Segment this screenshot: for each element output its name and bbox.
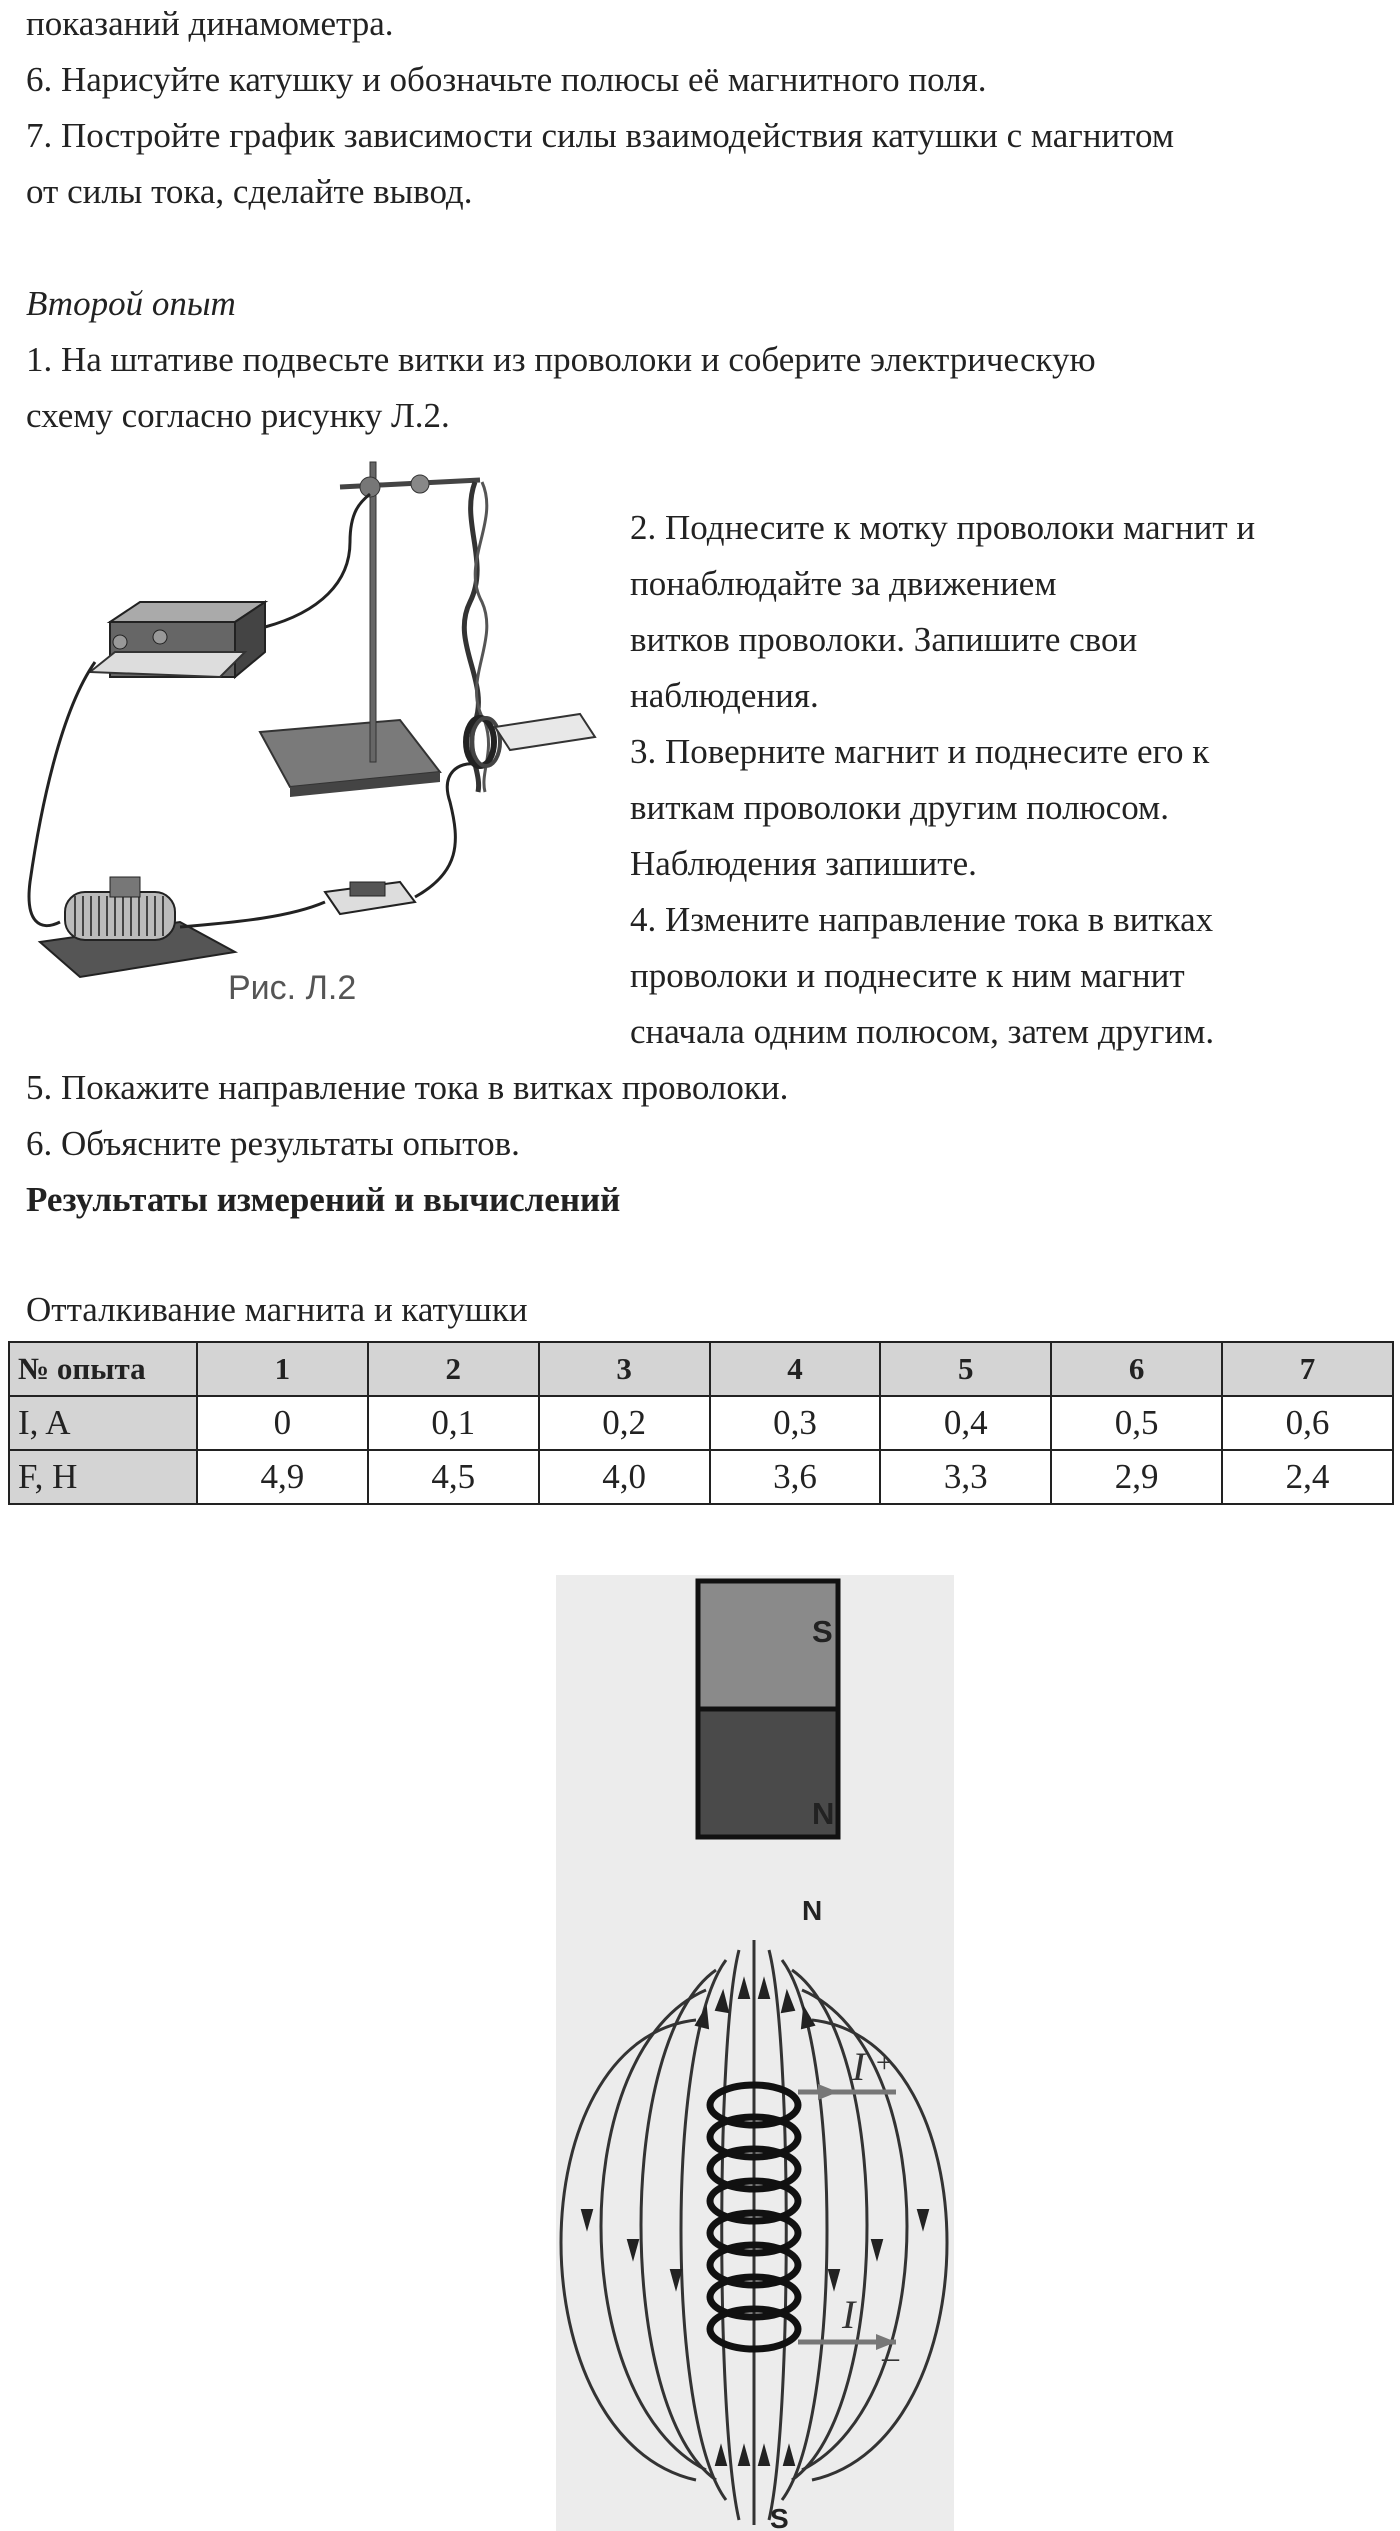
intro-line: от силы тока, сделайте вывод. bbox=[26, 172, 473, 211]
table-cell: 3,6 bbox=[710, 1450, 881, 1504]
plus-sign: + bbox=[874, 2046, 895, 2079]
step-line: 5. Покажите направление тока в витках проволоки. bbox=[26, 1068, 789, 1107]
table-row bbox=[9, 1396, 1393, 1450]
intro-line: показаний динамометра. bbox=[26, 4, 394, 43]
coil-field-illustration bbox=[556, 1880, 954, 2531]
step-line: понаблюдайте за движением bbox=[630, 564, 1057, 603]
magnet-pole-n: N bbox=[812, 1796, 835, 1831]
step-line: виткам проволоки другим полюсом. bbox=[630, 788, 1169, 827]
figure-caption: Рис. Л.2 bbox=[228, 969, 357, 1007]
minus-sign: – bbox=[882, 2339, 899, 2376]
table-cell: 3,3 bbox=[880, 1450, 1051, 1504]
table-cell: 0,2 bbox=[539, 1396, 710, 1450]
table-cell: 4,5 bbox=[368, 1450, 539, 1504]
table-cell: 0,6 bbox=[1222, 1396, 1393, 1450]
results-heading: Результаты измерений и вычислений bbox=[26, 1180, 621, 1219]
step-line: сначала одним полюсом, затем другим. bbox=[630, 1012, 1215, 1051]
table-cell: 0,1 bbox=[368, 1396, 539, 1450]
table-header-cell: 1 bbox=[197, 1342, 368, 1396]
current-label-bottom: I bbox=[842, 2292, 856, 2337]
intro-line: 6. Нарисуйте катушку и обозначьте полюсы её магнитного поля. bbox=[26, 60, 987, 99]
step-line: наблюдения. bbox=[630, 676, 819, 715]
table-cell: 4,9 bbox=[197, 1450, 368, 1504]
step-line: 2. Поднесите к мотку проволоки магнит и bbox=[630, 508, 1256, 547]
table-cell: 0,4 bbox=[880, 1396, 1051, 1450]
table-header-cell: 5 bbox=[880, 1342, 1051, 1396]
table-row bbox=[9, 1450, 1393, 1504]
step-line: схему согласно рисунку Л.2. bbox=[26, 396, 450, 435]
table-caption: Отталкивание магнита и катушки bbox=[26, 1290, 528, 1329]
table-cell: 0,5 bbox=[1051, 1396, 1222, 1450]
results-table bbox=[8, 1341, 1394, 1505]
intro-line: 7. Постройте график зависимости силы взаимодействия катушки с магнитом bbox=[26, 116, 1174, 155]
table-header-row bbox=[9, 1342, 1393, 1396]
step-line: витков проволоки. Запишите свои bbox=[630, 620, 1138, 659]
step-line: 6. Объясните результаты опытов. bbox=[26, 1124, 520, 1163]
table-cell: 2,4 bbox=[1222, 1450, 1393, 1504]
table-header-cell: 7 bbox=[1222, 1342, 1393, 1396]
table-row-label: F, H bbox=[9, 1450, 197, 1504]
table-header-label: № опыта bbox=[9, 1342, 197, 1396]
table-header-cell: 4 bbox=[710, 1342, 881, 1396]
table-cell: 2,9 bbox=[1051, 1450, 1222, 1504]
table-header-cell: 2 bbox=[368, 1342, 539, 1396]
step-line: проволоки и поднесите к ним магнит bbox=[630, 956, 1185, 995]
coil-pole-n: N bbox=[802, 1895, 823, 1926]
step-line: 3. Поверните магнит и поднесите его к bbox=[630, 732, 1210, 771]
apparatus-illustration bbox=[20, 452, 610, 1032]
step-line: 4. Измените направление тока в витках bbox=[630, 900, 1214, 939]
coil-pole-s: S bbox=[770, 2503, 789, 2531]
table-cell: 0 bbox=[197, 1396, 368, 1450]
step-line: Наблюдения запишите. bbox=[630, 844, 977, 883]
step-line: 1. На штативе подвесьте витки из проволоки и соберите электрическую bbox=[26, 340, 1096, 379]
magnet-pole-s: S bbox=[812, 1614, 833, 1649]
table-header-cell: 6 bbox=[1051, 1342, 1222, 1396]
table-row-label: I, A bbox=[9, 1396, 197, 1450]
section-heading: Второй опыт bbox=[26, 284, 236, 323]
table-cell: 4,0 bbox=[539, 1450, 710, 1504]
current-label-top: I bbox=[852, 2044, 866, 2089]
table-cell: 0,3 bbox=[710, 1396, 881, 1450]
table-header-cell: 3 bbox=[539, 1342, 710, 1396]
magnet-illustration bbox=[556, 1575, 954, 1880]
